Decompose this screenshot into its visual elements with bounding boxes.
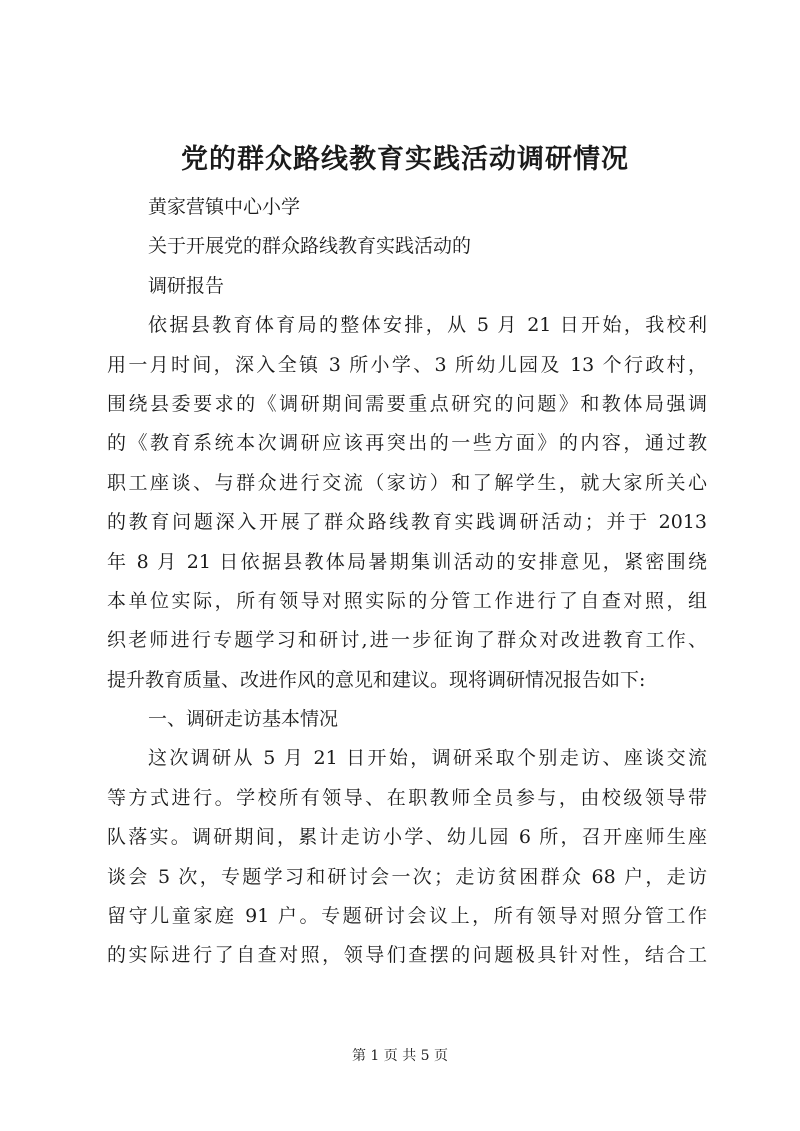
paragraph-line: 留守儿童家庭 91 户。专题研讨会议上，所有领导对照分管工作 (107, 905, 707, 928)
paragraph-line: 围绕县委要求的《调研期间需要重点研究的问题》和教体局强调 (107, 392, 707, 415)
paragraph-line: 等方式进行。学校所有领导、在职教师全员参与，由校级领导带 (107, 786, 707, 809)
paragraph-line: 织老师进行专题学习和研讨,进一步征询了群众对改进教育工作、 (107, 629, 707, 652)
report-subject-line: 关于开展党的群众路线教育实践活动的 (148, 235, 472, 258)
document-body (107, 188, 707, 976)
paragraph-line: 本单位实际，所有领导对照实际的分管工作进行了自查对照，组 (107, 589, 707, 612)
page-footer: 第 1 页 共 5 页 (351, 1048, 449, 1064)
paragraph-line: 用一月时间，深入全镇 3 所小学、3 所幼儿园及 13 个行政村， (107, 353, 707, 376)
paragraph-line: 提升教育质量、改进作风的意见和建议。现将调研情况报告如下: (107, 668, 646, 691)
paragraph-line: 谈会 5 次，专题学习和研讨会一次；走访贫困群众 68 户，走访 (107, 865, 707, 888)
paragraph-line: 依据县教育体育局的整体安排，从 5 月 21 日开始，我校利 (148, 314, 707, 337)
school-name-line: 黄家营镇中心小学 (148, 196, 301, 218)
section-heading: 一、调研走访基本情况 (148, 708, 339, 731)
report-label-line: 调研报告 (148, 274, 225, 297)
paragraph-line: 队落实。调研期间，累计走访小学、幼儿园 6 所，召开座师生座 (107, 826, 707, 849)
document-title: 党的群众路线教育实践活动调研情况 (181, 144, 629, 175)
paragraph-line: 这次调研从 5 月 21 日开始，调研采取个别走访、座谈交流 (148, 747, 707, 770)
paragraph-line: 的教育问题深入开展了群众路线教育实践调研活动；并于 2013 (107, 511, 707, 534)
paragraph-line: 的《教育系统本次调研应该再突出的一些方面》的内容，通过教 (107, 432, 707, 455)
paragraph-line: 的实际进行了自查对照，领导们查摆的问题极具针对性，结合工 (107, 944, 707, 967)
paragraph-line: 职工座谈、与群众进行交流（家访）和了解学生，就大家所关心 (107, 471, 707, 494)
paragraph-line: 年 8 月 21 日依据县教体局暑期集训活动的安排意见，紧密围绕 (107, 550, 707, 573)
